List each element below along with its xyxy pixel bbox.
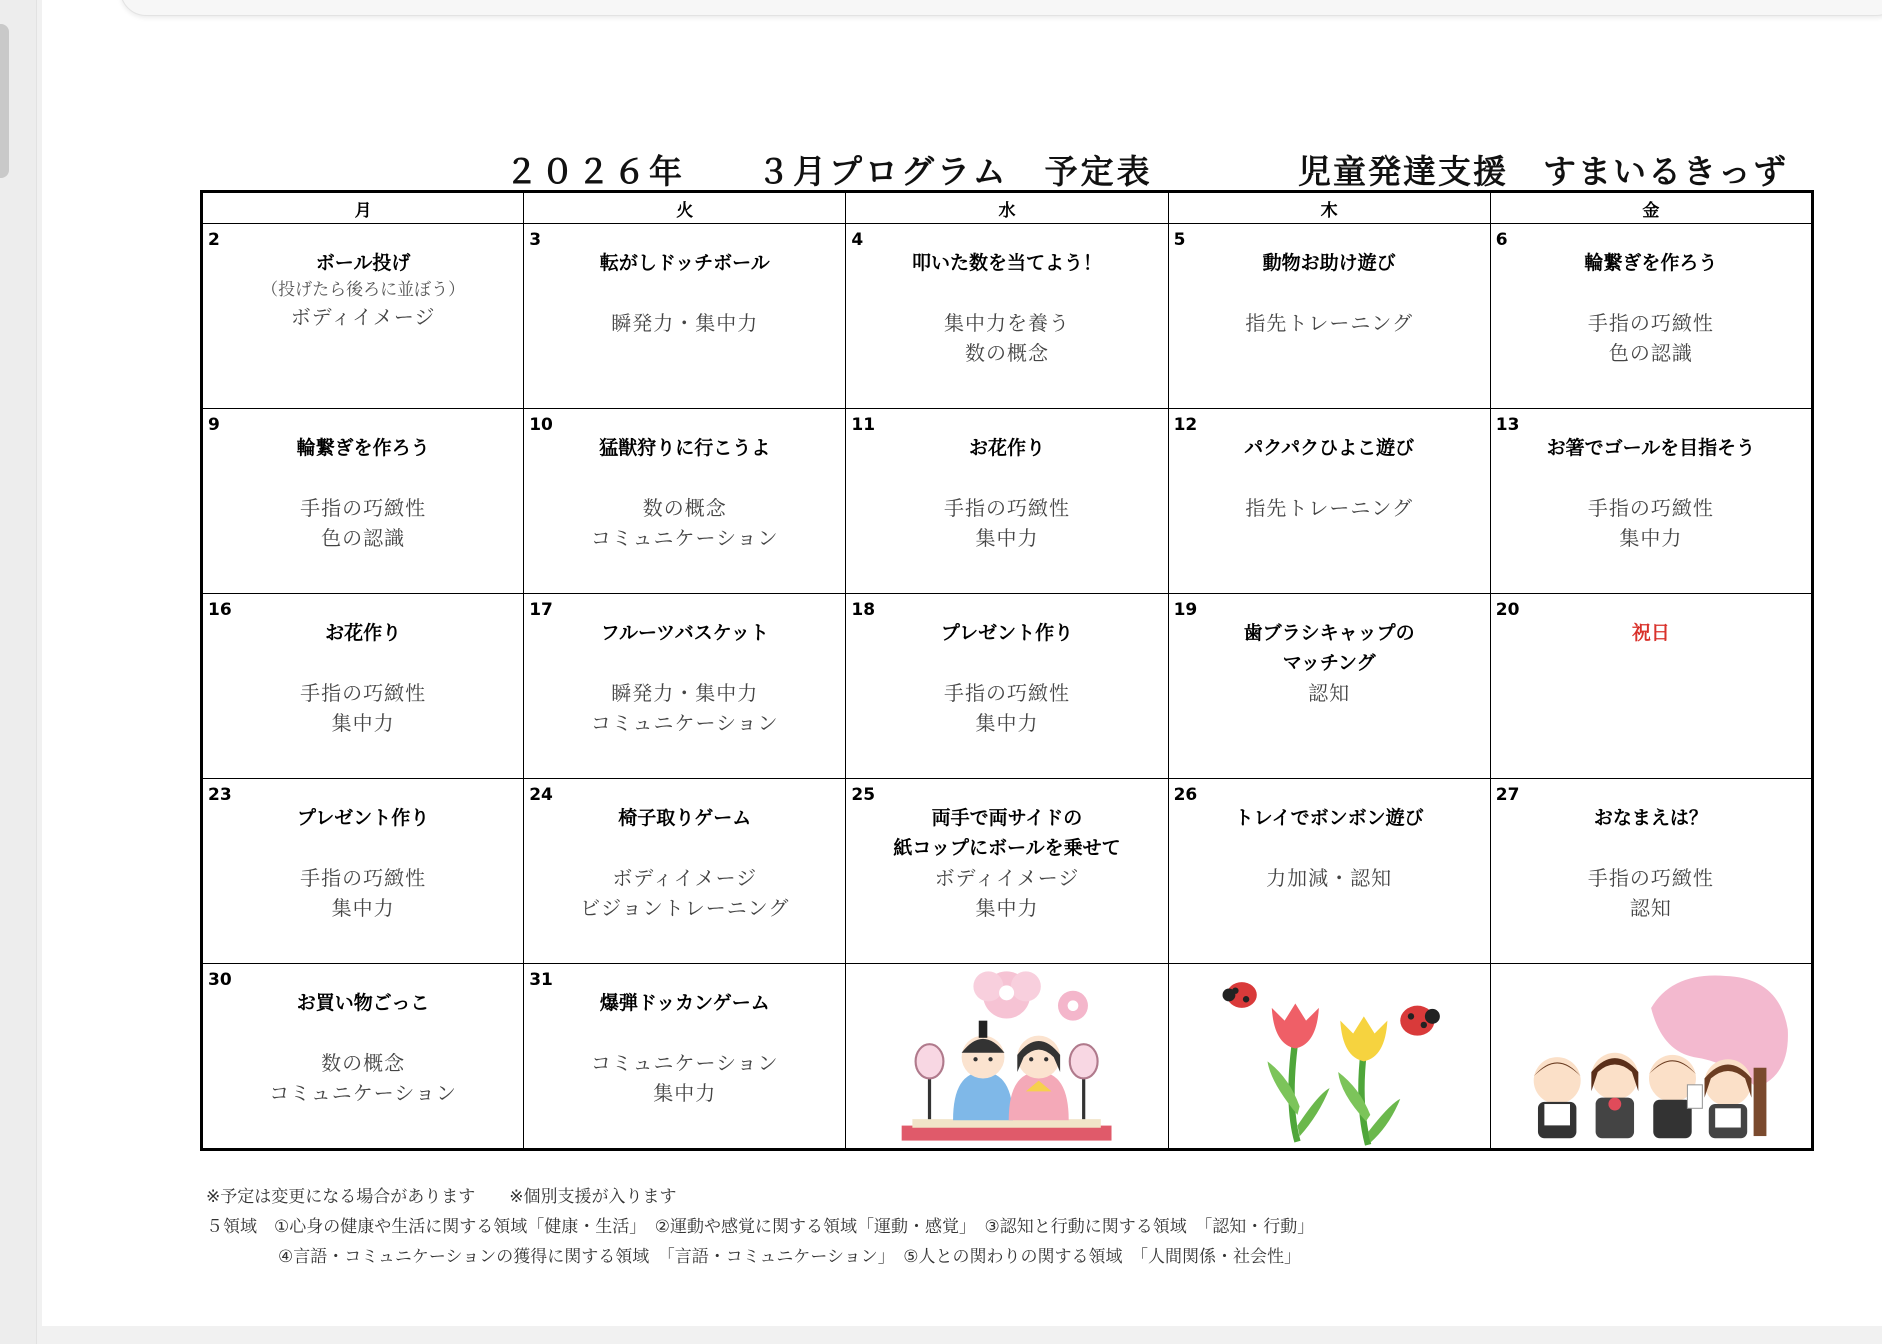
activity-goal: 手指の巧緻性	[943, 496, 1070, 520]
activity-goal: 手指の巧緻性	[300, 866, 427, 890]
day-cell	[846, 779, 1168, 964]
day-cell	[1168, 409, 1490, 594]
activity-goal: 数の概念	[642, 496, 727, 520]
activity-title: 輪繋ぎを作ろう	[1584, 252, 1718, 274]
domain-3: ③認知と行動に関する領域 「認知・行動」	[984, 1217, 1315, 1237]
activity-goal: コミュニケーション	[590, 526, 779, 550]
activity-goal: ボディイメージ	[934, 866, 1080, 890]
day-number: 31	[529, 970, 553, 990]
activity-title-line2: 紙コップにボールを乗せて	[893, 837, 1121, 859]
day-number: 4	[851, 230, 864, 250]
week-row	[202, 594, 1813, 779]
week-row	[202, 964, 1813, 1150]
activity-title: おなまえは？	[1593, 807, 1708, 829]
activity-goal: 認知	[1629, 896, 1672, 920]
day-number: 25	[851, 785, 876, 805]
activity-title-line2: マッチング	[1282, 652, 1376, 674]
domain-1: ①心身の健康や生活に関する領域「健康・生活」	[274, 1217, 638, 1237]
day-number: 10	[529, 415, 553, 435]
day-number: 27	[1495, 785, 1520, 805]
weekday-mon: 月	[202, 192, 524, 224]
scroll-handle[interactable]	[0, 24, 9, 178]
day-cell	[1490, 224, 1812, 409]
activity-title: 叩いた数を当てよう！	[911, 252, 1102, 274]
activity-goal: 瞬発力・集中力	[611, 681, 759, 705]
activity-goal: 手指の巧緻性	[1587, 866, 1714, 890]
domains-label: ５領域	[206, 1217, 257, 1237]
notes-row	[206, 1182, 1826, 1212]
day-cell	[524, 594, 846, 779]
day-number: 16	[208, 600, 232, 620]
activity-goal: 色の認識	[1608, 341, 1693, 365]
activity-goal: ボディイメージ	[612, 866, 758, 890]
activity-title: 動物お助け遊び	[1262, 252, 1396, 274]
note-individual-support: ※個別支援が入ります	[509, 1187, 677, 1207]
day-cell	[524, 964, 846, 1150]
day-number: 5	[1173, 230, 1186, 250]
activity-title: 転がしドッチボール	[599, 252, 770, 274]
activity-title: プレゼント作り	[940, 622, 1074, 644]
activity-goal: コミュニケーション	[590, 711, 779, 735]
day-cell	[524, 779, 846, 964]
illustration-cell	[1168, 964, 1490, 1150]
top-panel	[120, 0, 1882, 16]
day-number: 9	[208, 415, 220, 435]
activity-title: パクパクひよこ遊び	[1244, 437, 1415, 459]
activity-goal: 指先トレーニング	[1245, 496, 1413, 520]
graduation-children-illustration	[1491, 964, 1811, 1148]
activity-title: お買い物ごっこ	[296, 992, 430, 1014]
activity-goal: ビジョントレーニング	[580, 896, 790, 920]
activity-title: 輪繋ぎを作ろう	[296, 437, 430, 459]
activity-title: お花作り	[968, 437, 1045, 459]
activity-goal: 手指の巧緻性	[300, 496, 427, 520]
schedule-calendar	[200, 190, 1814, 1151]
activity-goal: 瞬発力・集中力	[611, 311, 759, 335]
day-number: 17	[529, 600, 553, 620]
day-number: 6	[1495, 230, 1508, 250]
illustration-cell	[1490, 964, 1812, 1150]
activity-goal: 集中力	[653, 1081, 717, 1105]
day-number: 13	[1495, 415, 1520, 435]
domain-4: ④言語・コミュニケーションの獲得に関する領域 「言語・コミュニケーション」	[278, 1247, 887, 1267]
activity-title: 両手で両サイドの	[931, 807, 1083, 829]
activity-title: フルーツバスケット	[600, 622, 769, 644]
activity-title: トレイでボンボン遊び	[1234, 807, 1424, 829]
footer-notes	[206, 1182, 1826, 1272]
weekday-tue: 火	[524, 192, 846, 224]
activity-title: 椅子取りゲーム	[618, 807, 752, 829]
day-cell	[202, 779, 524, 964]
activity-title: お花作り	[325, 622, 402, 644]
activity-goal: 認知	[1308, 681, 1351, 705]
activity-goal: 数の概念	[964, 341, 1049, 365]
activity-note: （投げたら後ろに並ぼう）	[261, 280, 466, 300]
activity-title: 猛獣狩りに行こうよ	[599, 437, 771, 459]
activity-goal: コミュニケーション	[590, 1051, 779, 1075]
day-cell	[1490, 779, 1812, 964]
holiday-label: 祝日	[1631, 622, 1670, 644]
day-number: 30	[208, 970, 232, 990]
domain-5: ⑤人との関わりの関する領域 「人間関係・社会性」	[903, 1247, 1301, 1267]
left-scroll-strip	[0, 0, 37, 1344]
activity-title: プレゼント作り	[296, 807, 430, 829]
activity-goal: 集中力を養う	[943, 311, 1070, 335]
activity-goal: コミュニケーション	[269, 1081, 457, 1105]
activity-goal: ボディイメージ	[290, 305, 436, 329]
domains-row-2	[206, 1242, 1826, 1272]
day-cell	[846, 409, 1168, 594]
day-number: 26	[1173, 785, 1198, 805]
day-number: 23	[208, 785, 232, 805]
day-number: 24	[529, 785, 553, 805]
day-cell	[1490, 594, 1812, 779]
day-number: 20	[1495, 600, 1520, 620]
tulips-ladybugs-illustration	[1169, 964, 1490, 1148]
day-cell	[846, 224, 1168, 409]
page-title	[200, 146, 1816, 190]
day-cell	[1168, 779, 1490, 964]
activity-title: 爆弾ドッカンゲーム	[599, 992, 770, 1014]
activity-goal: 集中力	[975, 526, 1039, 550]
day-number: 2	[208, 230, 220, 250]
activity-goal: 手指の巧緻性	[1587, 311, 1714, 335]
day-cell	[846, 594, 1168, 779]
week-row	[202, 224, 1813, 409]
day-cell	[1168, 594, 1490, 779]
weekday-header-row	[202, 192, 1813, 224]
activity-title: ボール投げ	[315, 252, 411, 274]
activity-goal: 集中力	[1619, 526, 1683, 550]
activity-goal: 集中力	[975, 711, 1039, 735]
day-cell	[524, 224, 846, 409]
week-row	[202, 779, 1813, 964]
activity-goal: 力加減・認知	[1266, 866, 1393, 890]
activity-title: お箸でゴールを目指そう	[1546, 437, 1756, 459]
day-number: 12	[1173, 415, 1198, 435]
weekday-wed: 水	[846, 192, 1168, 224]
day-cell	[202, 409, 524, 594]
day-cell	[202, 964, 524, 1150]
activity-goal: 手指の巧緻性	[300, 681, 427, 705]
day-number: 3	[529, 230, 542, 250]
day-cell	[202, 224, 524, 409]
activity-goal: 指先トレーニング	[1245, 311, 1413, 335]
hina-dolls-illustration	[846, 964, 1167, 1148]
illustration-cell	[846, 964, 1168, 1150]
day-number: 19	[1173, 600, 1198, 620]
schedule-title: ２０２６年 ３月プログラム 予定表	[505, 152, 1153, 191]
week-row	[202, 409, 1813, 594]
domains-row-1	[206, 1212, 1826, 1242]
day-cell	[1168, 224, 1490, 409]
activity-goal: 手指の巧緻性	[943, 681, 1070, 705]
activity-title: 歯ブラシキャップの	[1243, 622, 1415, 644]
day-number: 11	[851, 415, 876, 435]
day-cell	[524, 409, 846, 594]
day-number: 18	[851, 600, 876, 620]
weekday-thu: 木	[1168, 192, 1490, 224]
note-schedule-change: ※予定は変更になる場合があります	[206, 1187, 476, 1207]
activity-goal: 集中力	[331, 711, 395, 735]
facility-name: 児童発達支援 すまいるきっず	[1298, 152, 1788, 191]
activity-goal: 集中力	[975, 896, 1039, 920]
day-cell	[202, 594, 524, 779]
weekday-fri: 金	[1490, 192, 1812, 224]
activity-goal: 数の概念	[321, 1051, 406, 1075]
activity-goal: 集中力	[331, 896, 395, 920]
domain-2: ②運動や感覚に関する領域「運動・感覚」	[654, 1217, 968, 1237]
activity-goal: 色の認識	[321, 526, 406, 550]
activity-goal: 手指の巧緻性	[1587, 496, 1714, 520]
day-cell	[1490, 409, 1812, 594]
